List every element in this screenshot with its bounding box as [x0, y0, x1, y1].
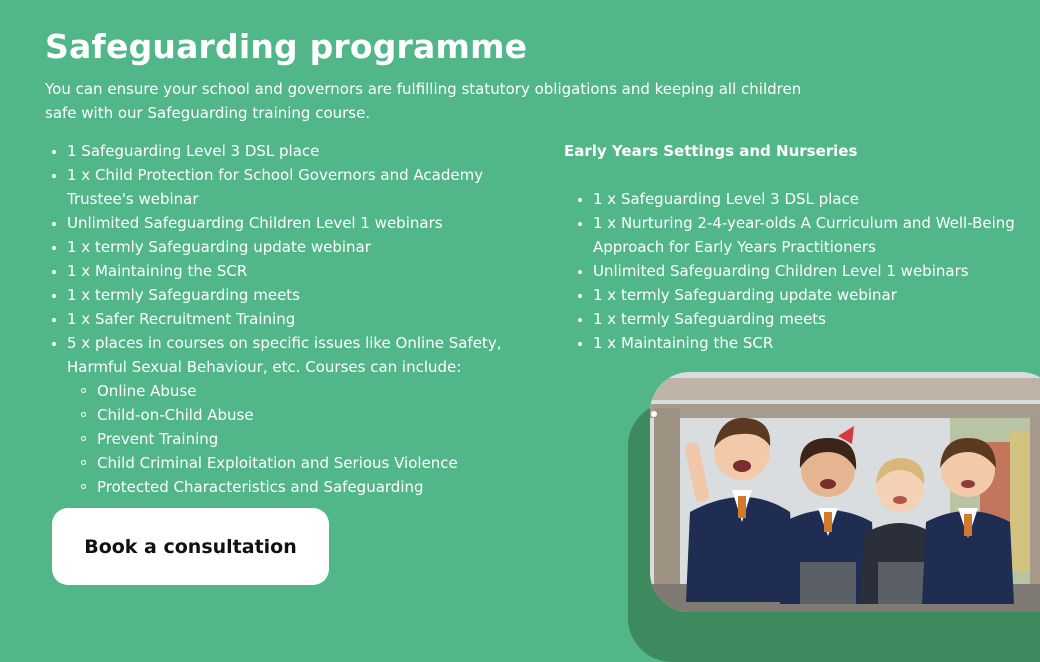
list-item: 1 x termly Safeguarding update webinar	[571, 283, 1031, 307]
schools-package-list	[45, 139, 505, 499]
page-title: Safeguarding programme	[45, 27, 528, 66]
list-item: 1 x Safer Recruitment Training	[45, 307, 505, 331]
list-item: 1 x Maintaining the SCR	[571, 331, 1031, 355]
courses-intro-text: 5 x places in courses on specific issues like Online Safety, Harmful Sexual Behaviour, etc. Courses can include:	[67, 334, 502, 376]
course-item: Child Criminal Exploitation and Serious Violence	[67, 451, 505, 475]
courses-sublist	[67, 379, 505, 499]
list-item: 1 x Nurturing 2-4-year-olds A Curriculum and Well-Being Approach for Early Years Practitioners	[571, 211, 1031, 259]
list-item: 1 x Safeguarding Level 3 DSL place	[571, 187, 1031, 211]
children-photo	[650, 372, 1040, 612]
book-consultation-button[interactable]: Book a consultation	[52, 508, 329, 585]
course-item: Prevent Training	[67, 427, 505, 451]
children-illustration	[650, 372, 1040, 612]
intro-text: You can ensure your school and governors are fulfilling statutory obligations and keeping all children safe with our Safeguarding training course.	[45, 80, 802, 122]
early-years-package-list	[571, 187, 1031, 355]
list-item: 1 x Child Protection for School Governors and Academy Trustee's webinar	[45, 163, 505, 211]
course-item: Online Abuse	[67, 379, 505, 403]
course-item: Protected Characteristics and Safeguarding	[67, 475, 505, 499]
list-item: 1 x termly Safeguarding update webinar	[45, 235, 505, 259]
list-item: 1 Safeguarding Level 3 DSL place	[45, 139, 505, 163]
list-item: Unlimited Safeguarding Children Level 1 webinars	[571, 259, 1031, 283]
list-item-with-courses	[45, 331, 505, 499]
list-item: 1 x Maintaining the SCR	[45, 259, 505, 283]
course-item: Child-on-Child Abuse	[67, 403, 505, 427]
list-item: Unlimited Safeguarding Children Level 1 webinars	[45, 211, 505, 235]
early-years-heading: Early Years Settings and Nurseries	[564, 142, 858, 160]
list-item: 1 x termly Safeguarding meets	[45, 283, 505, 307]
list-item: 1 x termly Safeguarding meets	[571, 307, 1031, 331]
